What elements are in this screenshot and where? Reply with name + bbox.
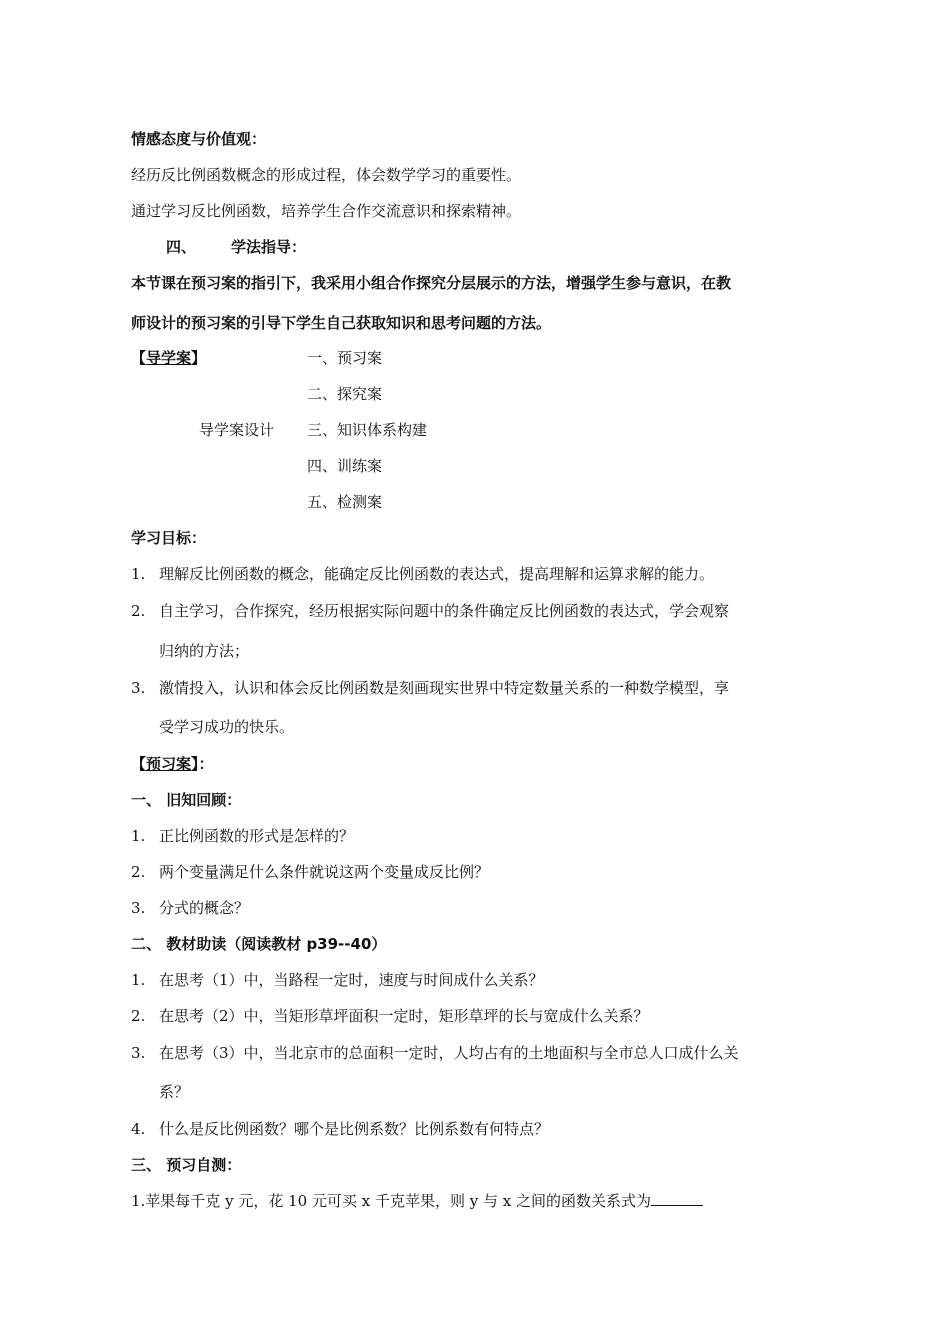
- reading-text: 什么是反比例函数？哪个是比例系数？比例系数有何特点？: [159, 1120, 550, 1138]
- objectives-heading: 学习目标：: [131, 529, 207, 547]
- guide-title-text: 导学案: [146, 349, 192, 367]
- preview-title-text: 预习案: [146, 755, 192, 773]
- method-number: 四、: [166, 238, 197, 256]
- method-paragraph-line-2: 师设计的预习案的引导下学生自己获取知识和思考问题的方法。: [131, 314, 552, 332]
- objective-text: 激情投入，认识和体会反比例函数是刻画现实世界中特定数量关系的一种数学模型，享: [159, 679, 730, 697]
- guide-design-label: 导学案设计: [199, 421, 275, 439]
- guide-item: 三、知识体系构建: [307, 421, 428, 439]
- guide-item: 一、预习案: [307, 349, 383, 367]
- objective-text-continued: 受学习成功的快乐。: [159, 718, 295, 736]
- review-heading: 一、 旧知回顾：: [131, 791, 242, 809]
- answer-blank[interactable]: [651, 1191, 703, 1206]
- objective-text-continued: 归纳的方法；: [159, 642, 250, 660]
- objective-item: [131, 564, 714, 584]
- guide-bracket-open: 【: [131, 349, 147, 367]
- selftest-heading: 三、 预习自测：: [131, 1156, 242, 1174]
- method-paragraph-line-1: 本节课在预习案的指引下，我采用小组合作探究分层展示的方法，增强学生参与意识，在教: [131, 274, 732, 292]
- reading-text: 在思考（2）中，当矩形草坪面积一定时，矩形草坪的长与宽成什么关系？: [159, 1007, 649, 1025]
- attitude-line-2: 通过学习反比例函数，培养学生合作交流意识和探索精神。: [131, 202, 522, 220]
- attitude-heading: 情感态度与价值观：: [131, 130, 267, 148]
- objective-item: [131, 678, 729, 698]
- objective-number: 2.: [131, 602, 146, 620]
- guide-item: 四、训练案: [307, 457, 383, 475]
- selftest-question-text: 1.苹果每千克 y 元，花 10 元可买 x 千克苹果，则 y 与 x 之间的函数关系式为: [131, 1192, 651, 1210]
- review-number: 2.: [131, 863, 146, 881]
- preview-bracket-close: 】：: [191, 755, 214, 773]
- review-item: [131, 898, 249, 918]
- reading-item: [131, 970, 544, 990]
- review-number: 3.: [131, 899, 146, 917]
- objective-number: 1.: [131, 565, 146, 583]
- reading-item: [131, 1006, 649, 1026]
- reading-heading: 二、 教材助读（阅读教材 p39--40）: [131, 935, 387, 953]
- review-text: 两个变量满足什么条件就说这两个变量成反比例？: [159, 863, 490, 881]
- preview-bracket-open: 【: [131, 755, 147, 773]
- review-item: [131, 862, 489, 882]
- guide-item: 五、检测案: [307, 493, 383, 511]
- objective-number: 3.: [131, 679, 146, 697]
- review-text: 正比例函数的形式是怎样的？: [159, 827, 355, 845]
- reading-text: 在思考（3）中，当北京市的总面积一定时，人均占有的土地面积与全市总人口成什么关: [159, 1044, 739, 1062]
- reading-text: 在思考（1）中，当路程一定时，速度与时间成什么关系？: [159, 971, 544, 989]
- review-text: 分式的概念？: [159, 899, 250, 917]
- reading-number: 1.: [131, 971, 146, 989]
- review-item: [131, 826, 354, 846]
- preview-title: [131, 754, 214, 774]
- reading-text-continued: 系？: [159, 1083, 190, 1101]
- method-heading: 学法指导：: [231, 238, 307, 256]
- reading-number: 4.: [131, 1120, 146, 1138]
- review-number: 1.: [131, 827, 146, 845]
- objective-text: 理解反比例函数的概念，能确定反比例函数的表达式，提高理解和运算求解的能力。: [159, 565, 715, 583]
- reading-number: 2.: [131, 1007, 146, 1025]
- reading-number: 3.: [131, 1044, 146, 1062]
- guide-title: [131, 348, 206, 368]
- objective-item: [131, 601, 729, 621]
- guide-item: 二、探究案: [307, 385, 383, 403]
- selftest-question-1: [131, 1191, 703, 1211]
- guide-bracket-close: 】: [191, 349, 207, 367]
- reading-item: [131, 1043, 739, 1063]
- attitude-line-1: 经历反比例函数概念的形成过程，体会数学学习的重要性。: [131, 166, 522, 184]
- reading-item: [131, 1119, 549, 1139]
- objective-text: 自主学习，合作探究，经历根据实际问题中的条件确定反比例函数的表达式，学会观察: [159, 602, 730, 620]
